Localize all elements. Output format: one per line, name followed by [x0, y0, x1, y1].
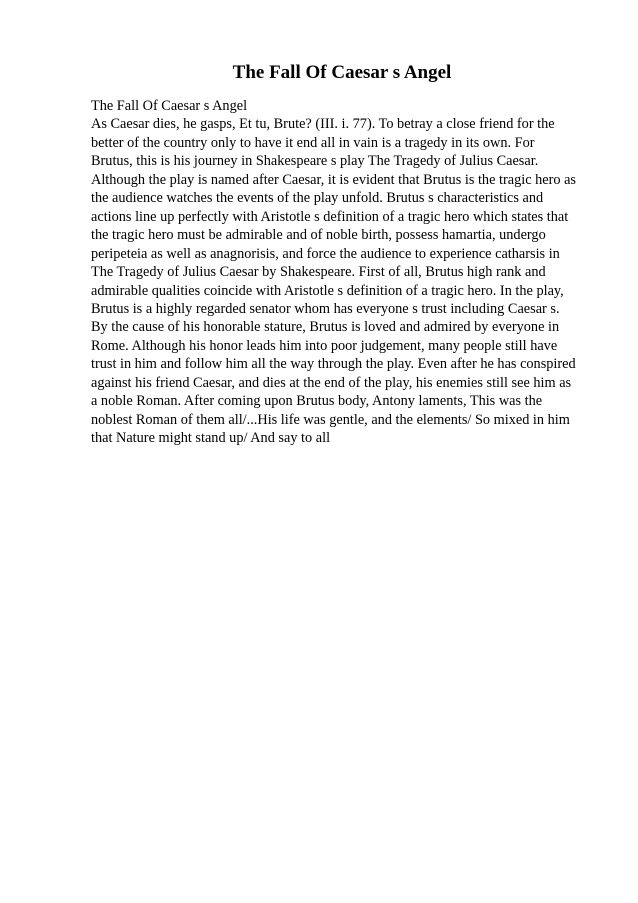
body-line: The Fall Of Caesar s Angel [91, 98, 248, 114]
document-title: The Fall Of Caesar s Angel [232, 62, 452, 83]
body-line: trust in him and follow him all the way through the play. Even after he has conspired [91, 356, 576, 373]
body-line: Brutus, this is his journey in Shakespeare s play The Tragedy of Julius Caesar. [91, 153, 539, 170]
body-line: As Caesar dies, he gasps, Et tu, Brute? (III. i. 77). To betray a close friend for the [91, 116, 555, 133]
body-line: Rome. Although his honor leads him into poor judgement, many people still have [91, 337, 558, 354]
body-line: Brutus is a highly regarded senator whom has everyone s trust including Caesar s. [91, 300, 560, 317]
body-line: against his friend Caesar, and dies at the end of the play, his enemies still see him as [91, 374, 572, 391]
document-body [91, 97, 576, 448]
body-line: The Tragedy of Julius Caesar by Shakespeare. First of all, Brutus high rank and [91, 264, 546, 281]
body-line: admirable qualities coincide with Aristotle s definition of a tragic hero. In the play, [91, 282, 564, 299]
body-line: better of the country only to have it end all in vain is a tragedy in its own. For [91, 134, 535, 151]
body-line: the tragic hero must be admirable and of noble birth, possess hamartia, undergo [91, 227, 546, 244]
body-line: the audience watches the events of the play unfold. Brutus s characteristics and [91, 190, 544, 207]
body-line: By the cause of his honorable stature, Brutus is loved and admired by everyone in [91, 319, 560, 336]
body-line: actions line up perfectly with Aristotle s definition of a tragic hero which states that [91, 208, 569, 225]
body-line: a noble Roman. After coming upon Brutus body, Antony laments, This was the [91, 393, 543, 410]
body-line: noblest Roman of them all/...His life was gentle, and the elements/ So mixed in him [91, 411, 570, 428]
body-line: that Nature might stand up/ And say to all [91, 430, 331, 447]
body-line: peripeteia as well as anagnorisis, and force the audience to experience catharsis in [91, 245, 560, 262]
body-line: Although the play is named after Caesar, it is evident that Brutus is the tragic hero as [91, 171, 576, 188]
